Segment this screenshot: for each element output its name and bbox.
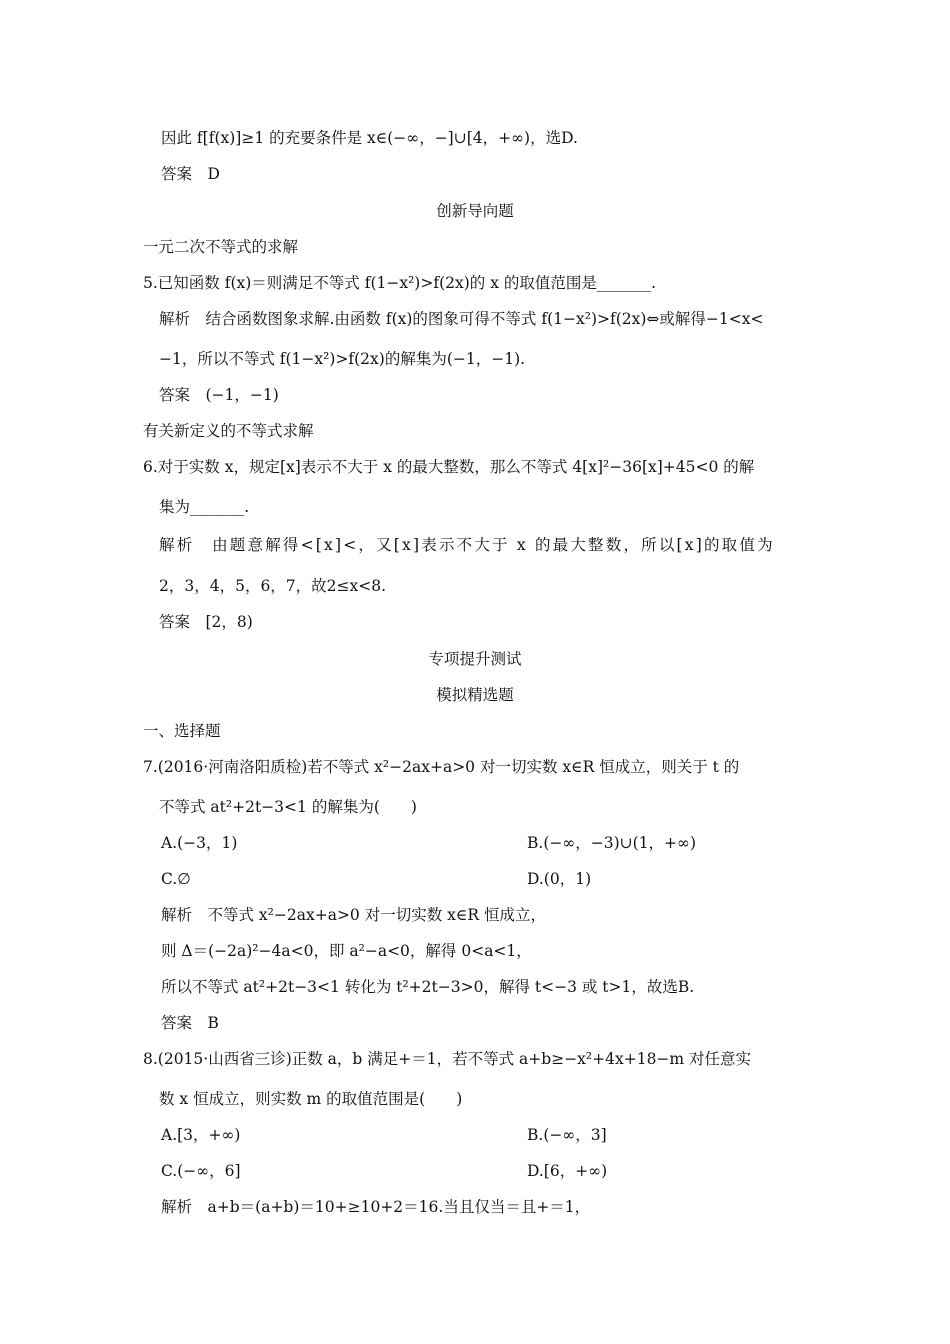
subsection-title-1: 一元二次不等式的求解: [143, 238, 299, 256]
section-title-innovation: 创新导向题: [436, 202, 514, 220]
option-7c: C.∅: [161, 870, 191, 888]
subsection-title-2: 有关新定义的不等式求解: [143, 422, 314, 440]
analysis-5-line-1: 解析 结合函数图象求解.由函数 f(x)的图象可得不等式 f(1−x²)>f(2x)⇔或解得−1<x<: [159, 310, 764, 328]
line-1: 因此 f[f(x)]≥1 的充要条件是 x∈(−∞，−]∪[4，+∞)，选D.: [161, 129, 578, 147]
analysis-8-line-1: 解析 a+b＝(a+b)＝10+≥10+2＝16.当且仅当＝且+＝1，: [161, 1198, 591, 1216]
subsection-title-choice: 一、选择题: [143, 722, 221, 740]
analysis-7-line-2: 则 Δ＝(−2a)²−4a<0，即 a²−a<0，解得 0<a<1，: [161, 942, 532, 960]
analysis-6-line-2: 2，3，4，5，6，7，故2≤x<8.: [159, 577, 387, 595]
option-7a: A.(−3，1): [161, 834, 238, 852]
section-title-simulation: 模拟精选题: [436, 686, 514, 704]
analysis-5-line-2: −1，所以不等式 f(1−x²)>f(2x)的解集为(−1，−1).: [159, 350, 526, 368]
question-5: 5.已知函数 f(x)＝则满足不等式 f(1−x²)>f(2x)的 x 的取值范围是_______.: [143, 274, 657, 292]
analysis-6-line-1: 解析 由题意解得<[x]<，又[x]表示不大于 x 的最大整数，所以[x]的取值为: [159, 536, 775, 554]
section-title-special: 专项提升测试: [428, 650, 522, 668]
answer-4: 答案 D: [161, 165, 220, 183]
question-7-line-1: 7.(2016·河南洛阳质检)若不等式 x²−2ax+a>0 对一切实数 x∈R 恒成立，则关于 t 的: [143, 758, 740, 776]
question-7-line-2: 不等式 at²+2t−3<1 的解集为( ): [159, 798, 417, 816]
question-6-line-2: 集为_______.: [159, 498, 250, 516]
question-8-line-2: 数 x 恒成立，则实数 m 的取值范围是( ): [159, 1090, 463, 1108]
analysis-7-line-3: 所以不等式 at²+2t−3<1 转化为 t²+2t−3>0，解得 t<−3 或 t>1，故选B.: [161, 978, 695, 996]
question-6-line-1: 6.对于实数 x，规定[x]表示不大于 x 的最大整数，那么不等式 4[x]²−36[x]+45<0 的解: [143, 458, 755, 476]
option-7d: D.(0，1): [527, 870, 592, 888]
option-8b: B.(−∞，3]: [527, 1126, 607, 1144]
answer-5: 答案 (−1，−1): [159, 386, 279, 404]
option-8c: C.(−∞，6]: [161, 1162, 241, 1180]
answer-7: 答案 B: [161, 1014, 219, 1032]
analysis-7-line-1: 解析 不等式 x²−2ax+a>0 对一切实数 x∈R 恒成立，: [161, 906, 546, 924]
option-8d: D.[6，+∞): [527, 1162, 608, 1180]
answer-6: 答案 [2，8): [159, 613, 253, 631]
question-8-line-1: 8.(2015·山西省三诊)正数 a，b 满足+＝1，若不等式 a+b≥−x²+4x+18−m 对任意实: [143, 1050, 752, 1068]
option-7b: B.(−∞，−3)∪(1，+∞): [527, 834, 697, 852]
option-8a: A.[3，+∞): [161, 1126, 241, 1144]
